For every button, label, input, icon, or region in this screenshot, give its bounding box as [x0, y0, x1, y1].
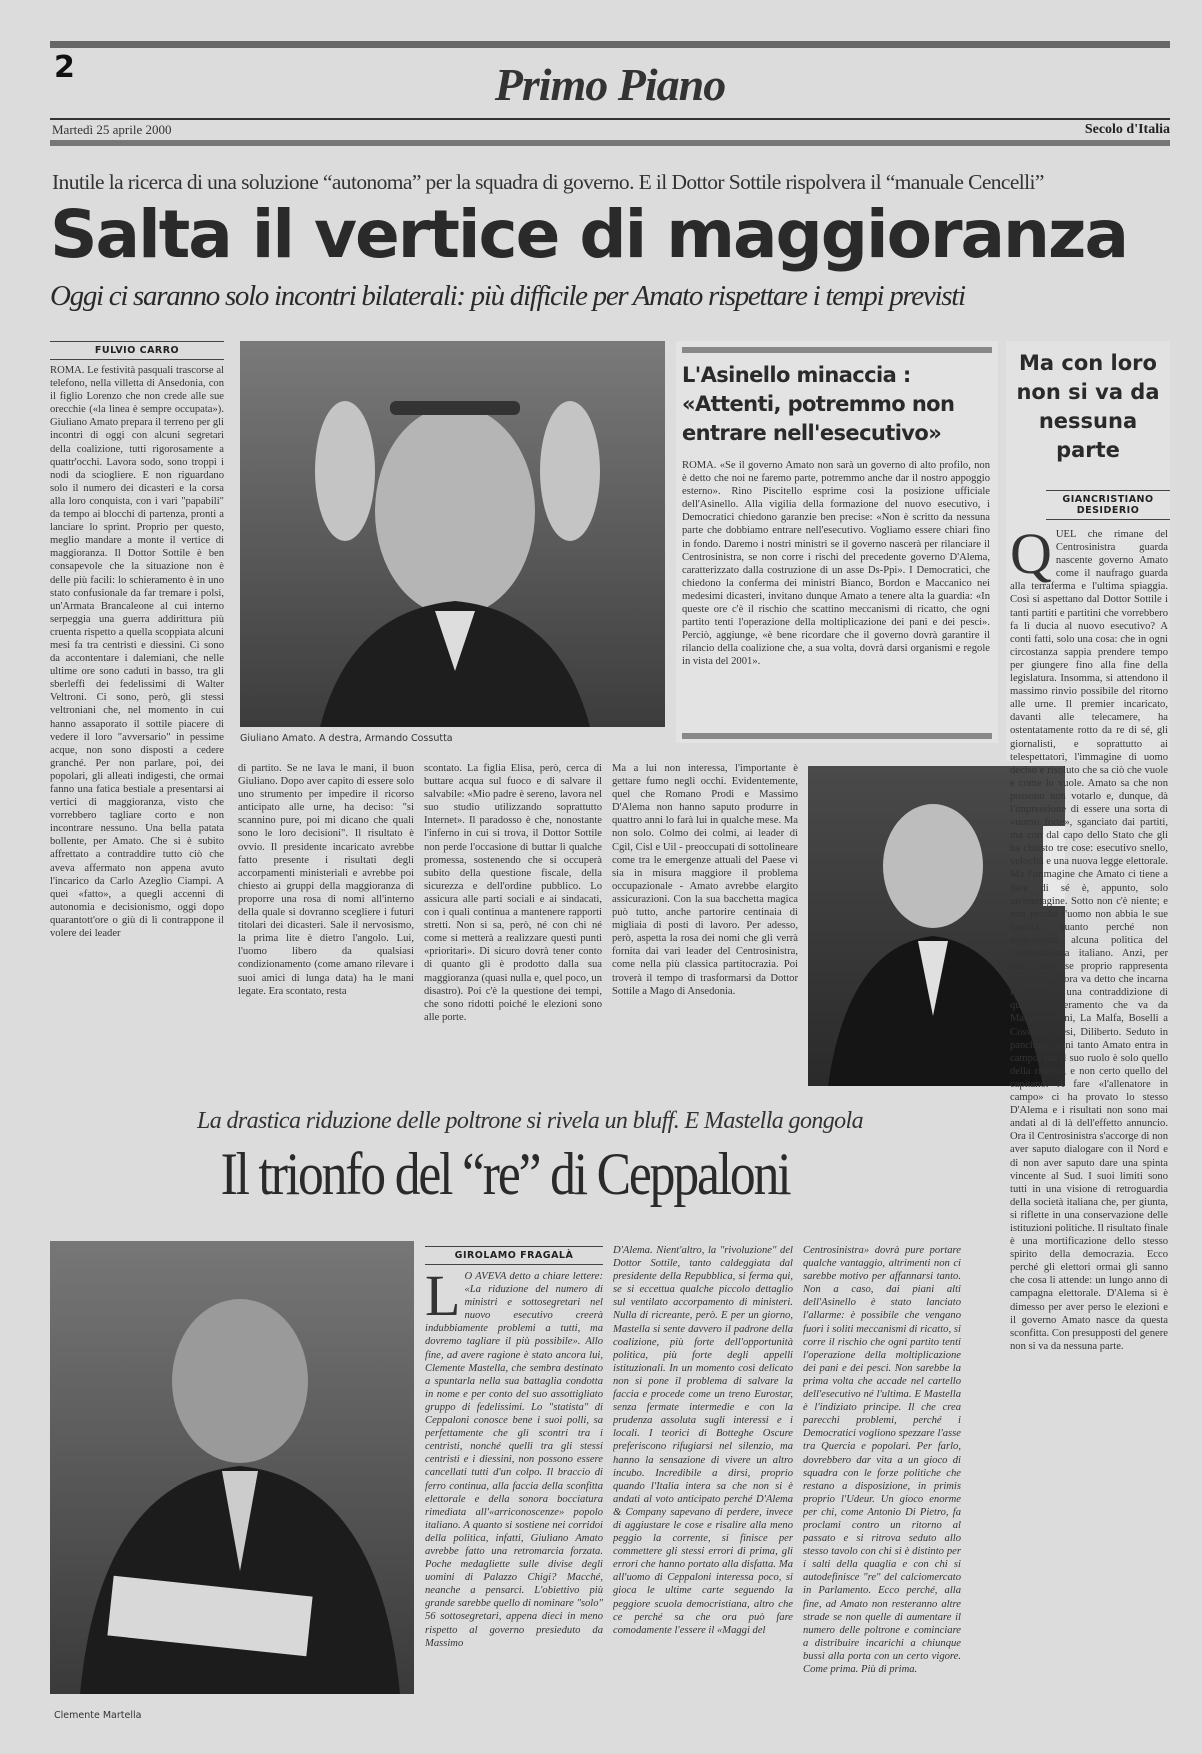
second-kicker: La drastica riduzione delle poltrone si rivela un bluff. E Mastella gongola: [196, 1108, 864, 1134]
main-article-column-2: di partito. Se ne lava le mani, il buon Giuliano. Dopo aver capito di essere solo uno strumento per impedire il ricorso anticipato alle urne, ha deciso: "si scannino pure, poi mi dicano che quali sono le loro decisioni". Il risultato è ovvio. Il presidente incaricato avrebbe fatto presente i risultati degli accorpamenti ministeriali e avrebbe poi chiesto ai gruppi della maggioranza di proporre una rosa di nomi all'interno della quale si dovranno scegliere i futuri titolari dei dicasteri. Sale il nervosismo, la prima lite è dietro l'angolo. Lui, l'uomo libero da qualsiasi condizionamento (come amano rilevare i suoi amici di lunga data) ha le mani legate. Era scontato, resta: [238, 763, 414, 997]
page-number: 2: [54, 50, 75, 85]
second-article-column-2: D'Alema. Nient'altro, la "rivoluzione" del Dottor Sottile, tanto caldeggiata dal presidente della Repubblica, si ferma qui, se si eccettua qualche piccolo dettaglio sul ventilato accorpamento di ministeri. Nulla di ricreante, però. E per un giorno, Mastella si sente davvero il padrone della coalizione, più forte dell'opportunità politica, più forte degli appelli istituzionali. In un momento così delicato non si pone il problema di salvare la faccia e procede come un treno Eurostar, senza fermate intermedie e con la prudenza assoluta sugli interessi e i locali. I teorici di Botteghe Oscure preferiscono rifugiarsi nel silenzio, ma hanno la sensazione di vivere un altro incubo. Incredibile a dirsi, proprio quando l'Italia intera sa che non si è andati al voto anticipato perché D'Alema & Company sapevano di perdere, invece di aggiustare le cose e risalire alla meno peggio la corrente, si finisce per commettere gli stessi errori di prima, gli errori che hanno portato alla disfatta. Ma all'uomo di Ceppaloni interessa poco, si gioca le ultime carte seguendo la peggiore scuola democristiana, altro che ce perché sa che ora può fare comodamente l'essere il «Maggi del: [613, 1245, 793, 1636]
second-drop-cap: L: [425, 1270, 461, 1328]
editorial-byline: GIANCRISTIANO DESIDERIO: [1046, 490, 1170, 520]
second-byline: GIROLAMO FRAGALÀ: [425, 1246, 603, 1265]
asinello-body: ROMA. «Se il governo Amato non sarà un governo di alto profilo, non è detto che noi ne faremo parte, potremmo anche dar il nostro appoggio esterno». Rino Piscitello esprime così la posizione ufficiale dell'Asinello. Alla vigilia della formazione del nuovo esecutivo, i Democratici chiedono garanzie ben precise: «Non è scritto da nessuna parte che dobbiamo entrare nell'esecutivo. Vogliamo essere chiari fino in fondo. Daremo i nostri ministri se il governo nascerà per rilanciare il Centrosinistra, se non corre i rischi del precedente governo D'Alema, caratterizzato dalla costruzione di un asse Ds-Ppi». I Democratici, che chiedono la conferma dei ministri Bianco, Bordon e Maccanico nei medesimi dicasteri, invitano dunque Amato a tenere alta la guardia: «In queste ore c'è il rischio che scattino meccanismi di ricatto, che ogni partito tenti l'operazione della moltiplicazione dei pani e dei pesci». Perciò, aggiunge, «è bene ricordare che il governo dovrà garantire il rilancio della coalizione che, a sua volta, dovrà darsi organismi e regole in vista del 2001».: [682, 460, 990, 668]
editorial-text: UEL che rimane del Centrosinistra guarda nascente governo Amato come il naufrago guarda alla terraferma e l'ultima spiaggia. Così si aspettano dal Dottor Sottile i tanti partiti e partitini che vorrebbero fa lì ducia al nuovo esecutivo? A conti fatti, solo una cosa: che in ogni circostanza sappia prendere tempo per giungere fino alla fine della legislatura. Insomma, si attendono il massimo rinvio possibile del ritorno alle urne. Il premier incaricato, davanti alle telecamere, ha ostentatamente rotto da re di sé, gli giornalisti, e soprattutto ai telespettatori, l'immagine di uomo deciso e risoluto che sa ciò che vuole e come lo vuole. Amato sa che non possono non votarlo e, dunque, dà l'impressione di essere una sorta di «uomo forte», sganciato dai partiti, ma con dal capo dello Stato che gli ha chiesto tre cose: esecutivo snello, velocità e una nuova legge elettorale. Ma l'immagine che Amato ci tiene a dare di sé è, appunto, solo un'immagine. Sotto non c'è niente; e non perché l'uomo non abbia le sue qualità, quanto perché non rappresenta alcuna politica del Centrosinistra italiano. Anzi, per dirla tutta, se proprio rappresenta una cosa, allora va detto che incarna le mille e una contraddizione di quello schieramento che va da Mastella, Dini, La Malfa, Boselli a Cossutta, Nesi, Diliberto. Seduto in panchina, ogni tanto Amato entra in campo; ma il suo ruolo è solo quello della riserva, e non certo quello del capitano. A fare «l'allenatore in campo» ci ha provato lo stesso D'Alema e i risultati non sono mai andati al di là dell'effetto annuncio. Ora il Centrosinistra s'accorge di non aver saputo dialogare con il Nord e di non aver saputo dare una spinta vincente al Sud. I suoi limiti sono tutti in una visione di retroguardia della società italiana che, per giunta, si riflette in una conservazione delle istituzioni politiche. Il risultato finale è una mortificazione dello stesso spirito della democrazia. Ecco perché gli elettori ormai gli sanno che cosa li attende: un lungo anno di campagna elettorale. D'Alema si è dimesso per aver perso le elezioni e il governo Amato nasce da questa sconfitta. Con presupposti del genere non si va da nessuna parte.: [1010, 529, 1168, 1352]
second-article-column-3: Centrosinistra» dovrà pure portare qualche vantaggio, altrimenti non ci sarebbe motivo per affannarsi tanto. Non a caso, dai piani alti dell'Asinello è stato lanciato l'allarme: è possibile che vengano fuori i soliti meccanismi di ricatto, si corre il rischio che ogni partito tenti l'operazione della moltiplicazione dei pani e dei pesci. Non sarebbe la prima volta che accade nel cartello dell'esecutivo né l'ultima. E Mastella è l'indiziato principe. Il che crea parecchi problemi, perché i Democratici vogliono spezzare l'asse tra Quercia e popolari. Per farlo, dovrebbero dar vita a un gioco di squadra con le forze politiche che restano a disposizione, in primis proprio l'Udeur. Un gioco enorme per chi, come Antonio Di Pietro, fa proclami contro un ritorno al passato e si ritrova seduto allo stesso tavolo con chi si è distinto per i salti della quaglia e con chi si autodefinisce "re" del calciomercato in Parlamento. Ecco perché, alla fine, ad Amato non resteranno altre strade se non quelle di aumentare il numero delle poltrone e cominciare a distribuire incarichi a chiunque bussi alla porta con un certo vigore. Come prima. Più di prima.: [803, 1245, 961, 1675]
publication-name: Secolo d'Italia: [1084, 122, 1170, 137]
photo-caption-amato: Giuliano Amato. A destra, Armando Cossutta: [240, 733, 453, 744]
photo-caption-mastella: Clemente Martella: [54, 1710, 142, 1721]
portrait-mastella-icon: [50, 1241, 414, 1694]
second-article-column-1: [425, 1270, 603, 1720]
second-headline: Il trionfo del “re” di Ceppaloni: [220, 1141, 790, 1207]
editorial-body: [1010, 528, 1168, 1718]
main-article-column-4: Ma a lui non interessa, l'importante è gettare fumo negli occhi. Evidentemente, quel che Romano Prodi e Massimo D'Alema non hanno saputo produrre in quattro anni lo farà lui in qualche mese. Ma non solo. Colmo dei colmi, ai leader di Cgil, Cisl e Uil - preoccupati di sottolineare come tra le emergenze attuali del Paese vi sia in misura maggiore il problema occupazionale - Amato avrebbe elargito assicurazioni. Con la sua bacchetta magica può tutto, anche partorire centinaia di migliaia di posti di lavoro. Per adesso, però, aspetta la rosa dei nomi che gli verrà fornita dai vari leader del Centrosinistra, come nella più classica partitocrazia. Poi troverà il tempo di trasformarsi da Dottor Sottile a Mago di Ansedonia.: [612, 763, 798, 997]
asinello-box: [676, 341, 998, 743]
main-kicker: Inutile la ricerca di una soluzione “autonoma” per la squadra di governo. E il Dottor Sottile rispolvera il “manuale Cencelli”: [52, 170, 1044, 194]
asinello-headline: L'Asinello minaccia : «Attenti, potremmo non entrare nell'esecutivo»: [682, 363, 955, 445]
section-title: Primo Piano: [494, 59, 726, 110]
issue-date: Martedì 25 aprile 2000: [52, 122, 172, 137]
editorial-headline: Ma con loro non si va da nessuna parte: [1016, 351, 1160, 462]
main-article-column-3: scontato. La figlia Elisa, però, cerca di buttare acqua sul fuoco e di salvare il salvabile: «Mio padre è sereno, lavora nel suo studio utilizzando soprattutto Internet». Il paradosso è che, nonostante l'inferno in cui si trova, il Dottor Sottile non perde l'occasione di buttar lì qualche promessa, sostenendo che si occuperà subito della questione fiscale, della sicurezza e dell'ordine pubblico. Lo assicura alle parti sociali e ai sindacati, con i quali continua a mantenere rapporti stretti. Non si sa, però, né con chi né come si metterà a realizzare questi punti «prioritari». Di sicuro dovrà tener conto di quanto gli è prodotto dalla sua maggioranza (quasi nulla e, quel poco, un disastro). Poi c'è la questione dei tempi, che sono ridotti poiché le elezioni sono alle porte.: [424, 763, 602, 1023]
main-article-column-1: ROMA. Le festività pasquali trascorse al telefono, nella villetta di Ansedonia, con il figlio Lorenzo che non crede alle sue orecchie («la linea è sempre occupata»). Giuliano Amato prepara il terreno per gli incontri di oggi con alcuni segretari della coalizione, tutti rigorosamente a quattr'occhi. Lavora sodo, sono troppi i nodi da sciogliere. E non riguardano solo il numero dei dicasteri e la corsa alla loro conquista, con i vari "papabili" da tempo ai blocchi di partenza, pronti a lanciare lo sprint. Proprio per questo, meglio mandare a monte il vertice di maggioranza. Il Dottor Sottile è ben consapevole che la situazione non è delle più facili: lo schieramento è in uno stato confusionale da far tremare i polsi, un'Armata Brancaleone al cui interno serpeggia una guerra addirittura più cruenta rispetto a quella scoppiata alcuni mesi fa tra centristi e diessini. Ci sono da accontentare i dalemiani, che nelle ultime ore sono caduti in basso, tra gli sberleffi dei fedelissimi di Walter Veltroni. Ci sono, però, gli stessi veltroniani che, nel momento in cui hanno assaporato il sottile piacere di vedere il loro "avversario" in pessime acque, non sono disposti a cedere granché. Per non parlare, poi, dei popolari, gli alleati indigesti, che ormai fanno una fatica bestiale a presentarsi ai vertici di maggioranza, visto che vorrebbero tagliare corto e non incontrare nessuno. Una bella patata bollente, per Amato. Che si è subito affrettato a contraddire tutto ciò che aveva affermato non appena avuto l'incarico da Carlo Azeglio Ciampi. A quei «fatto», a quegli accenni di autonomia e decisionismo, oggi dopo quarantott'ore o giù di lì contrappone il volere dei leader: [50, 365, 224, 940]
main-subheadline: Oggi ci saranno solo incontri bilaterali: più difficile per Amato rispettare i tempi previsti: [50, 280, 965, 312]
photo-clemente-mastella: [50, 1241, 414, 1694]
second-column-1-text: O AVEVA detto a chiare lettere: «La riduzione del numero di ministri e sottosegretari nel nuovo esecutivo creerà indubbiamente problemi a tutti, ma dovremo tagliare il più possibile». Allo fine, ad avere ragione è stato ancora lui, Clemente Mastella, che sembra destinato a spuntarla nella sua battaglia condotta in nome e per conto del suo assottigliato gruppo di fedelissimi. Lo "statista" di Ceppaloni conosce bene i suoi polli, sa perfettamente che gli scontri tra i centristi, nonché quelli tra gli stessi centristi e i diessini, non possono essere cancellati tutti d'un colpo. Il braccio di ferro continua, alla faccia della sconfitta elettorale e della sonora bocciatura rimediata all'«arriconoscenze» popolo italiano. A quanto si sostiene nei corridoi della politica, infatti, Giuliano Amato avrebbe fatto una retromarcia forzata. Poche medagliette sulle divise degli uomini di Palazzo Chigi? Macché, neanche a pensarci. L'obiettivo più grande sarebbe quello di nominare "solo" 56 sottosegretari, appena dieci in meno rispetto al governo presieduto da Massimo: [425, 1271, 603, 1649]
main-byline: FULVIO CARRO: [50, 341, 224, 360]
photo-giuliano-amato: [240, 341, 665, 727]
editorial-drop-cap: Q: [1010, 528, 1052, 586]
main-headline: Salta il vertice di maggioranza: [50, 196, 1127, 273]
portrait-amato-icon: [240, 341, 665, 727]
